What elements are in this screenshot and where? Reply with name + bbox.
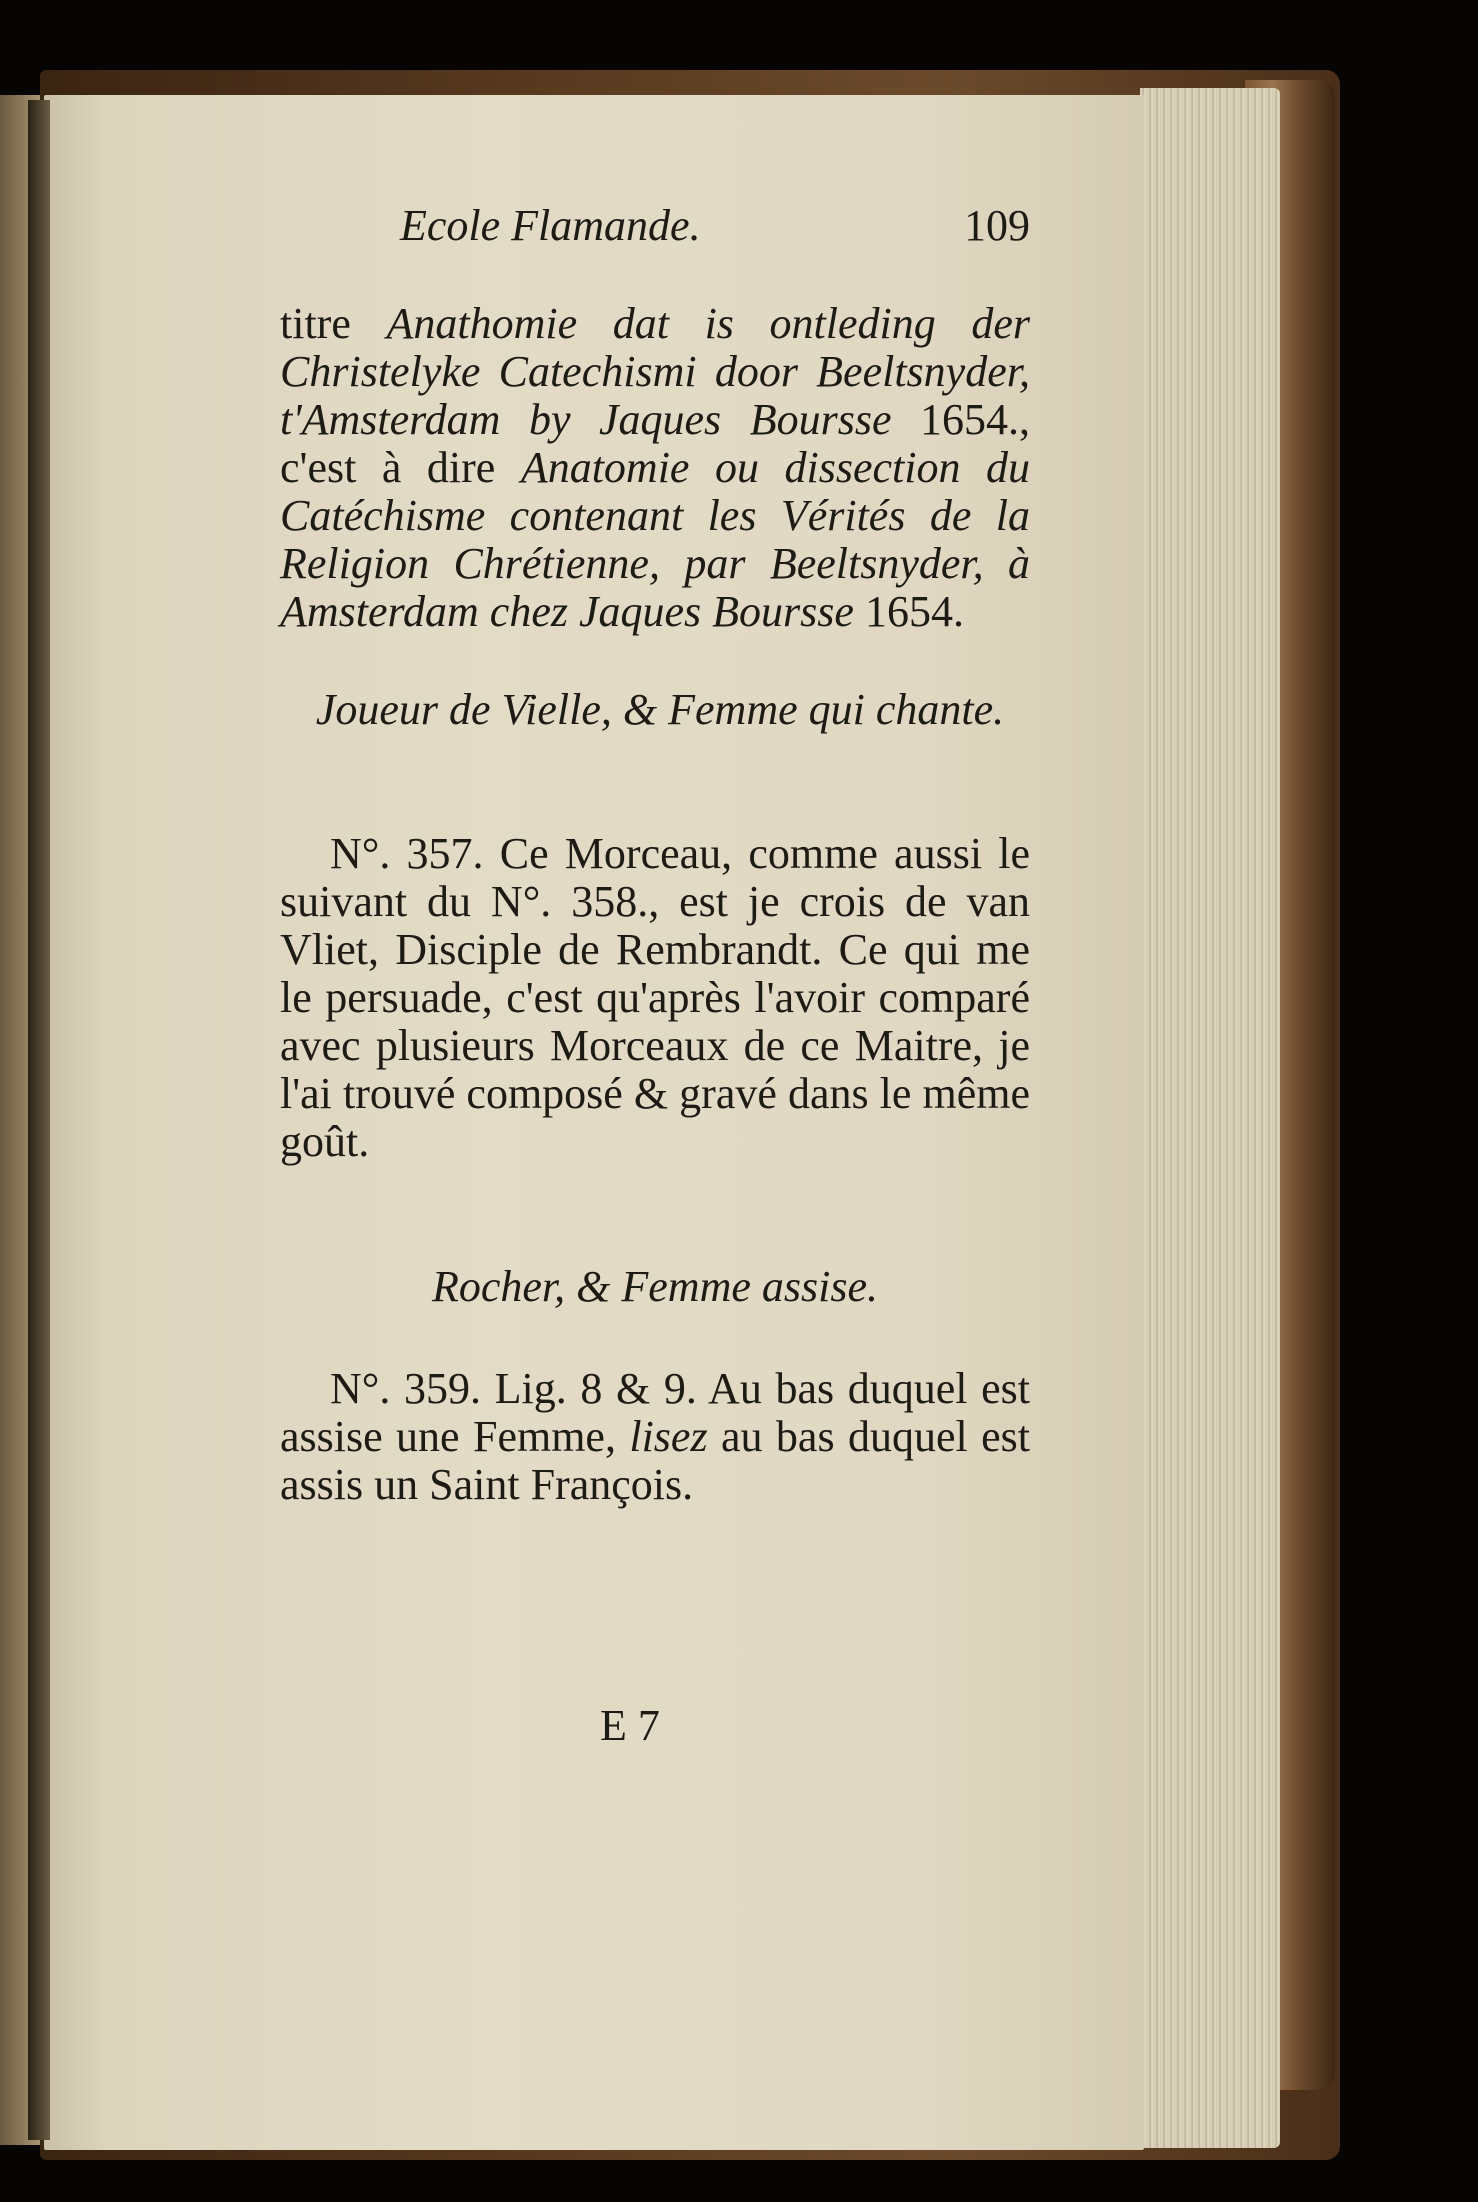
paragraph-3 — [280, 1365, 1030, 1509]
running-title: Ecole Flamande. — [400, 201, 701, 250]
paragraph-2: N°. 357. Ce Morceau, comme aussi le suivant du N°. 358., est je crois de van Vliet, Disciple de Rembrandt. Ce qui me le persuade, c'est qu'après l'avoir comparé avec plusieurs Morceaux de ce Maitre, je l'ai trouvé composé & gravé dans le même goût. — [280, 829, 1030, 1166]
running-head — [280, 200, 1030, 260]
para1-text-e: 1654. — [853, 587, 964, 636]
para1-title-dutch: Anathomie dat is ontleding der Christelyke Catechismi door Beeltsnyder, t'Amsterdam by Jaques Boursse — [280, 299, 1031, 444]
page-edges — [1140, 88, 1280, 2148]
signature-mark: E 7 — [600, 1701, 660, 1750]
para1-title-french: Anatomie ou dissection du Catéchisme contenant les Vérités de la Religion Chrétienne, par Beeltsnyder, à Amsterdam chez Jaques Boursse — [280, 443, 1030, 636]
section-heading-1: Joueur de Vielle, & Femme qui chante. — [315, 685, 1005, 734]
gutter-shadow — [28, 100, 50, 2140]
page-number: 109 — [964, 201, 1030, 250]
para3-text-a: N°. 359. Lig. 8 & 9. Au bas duquel est assise une Femme, — [280, 1364, 1030, 1461]
section-heading-2: Rocher, & Femme assise. — [431, 1262, 878, 1311]
para1-text-a: titre — [280, 299, 387, 348]
paragraph-1 — [280, 300, 1030, 636]
para3-lisez: lisez — [629, 1412, 708, 1461]
para3-text-c: au bas duquel est assis un Saint François. — [280, 1412, 1030, 1509]
para1-text-c: 1654., c'est à dire — [280, 395, 1031, 492]
